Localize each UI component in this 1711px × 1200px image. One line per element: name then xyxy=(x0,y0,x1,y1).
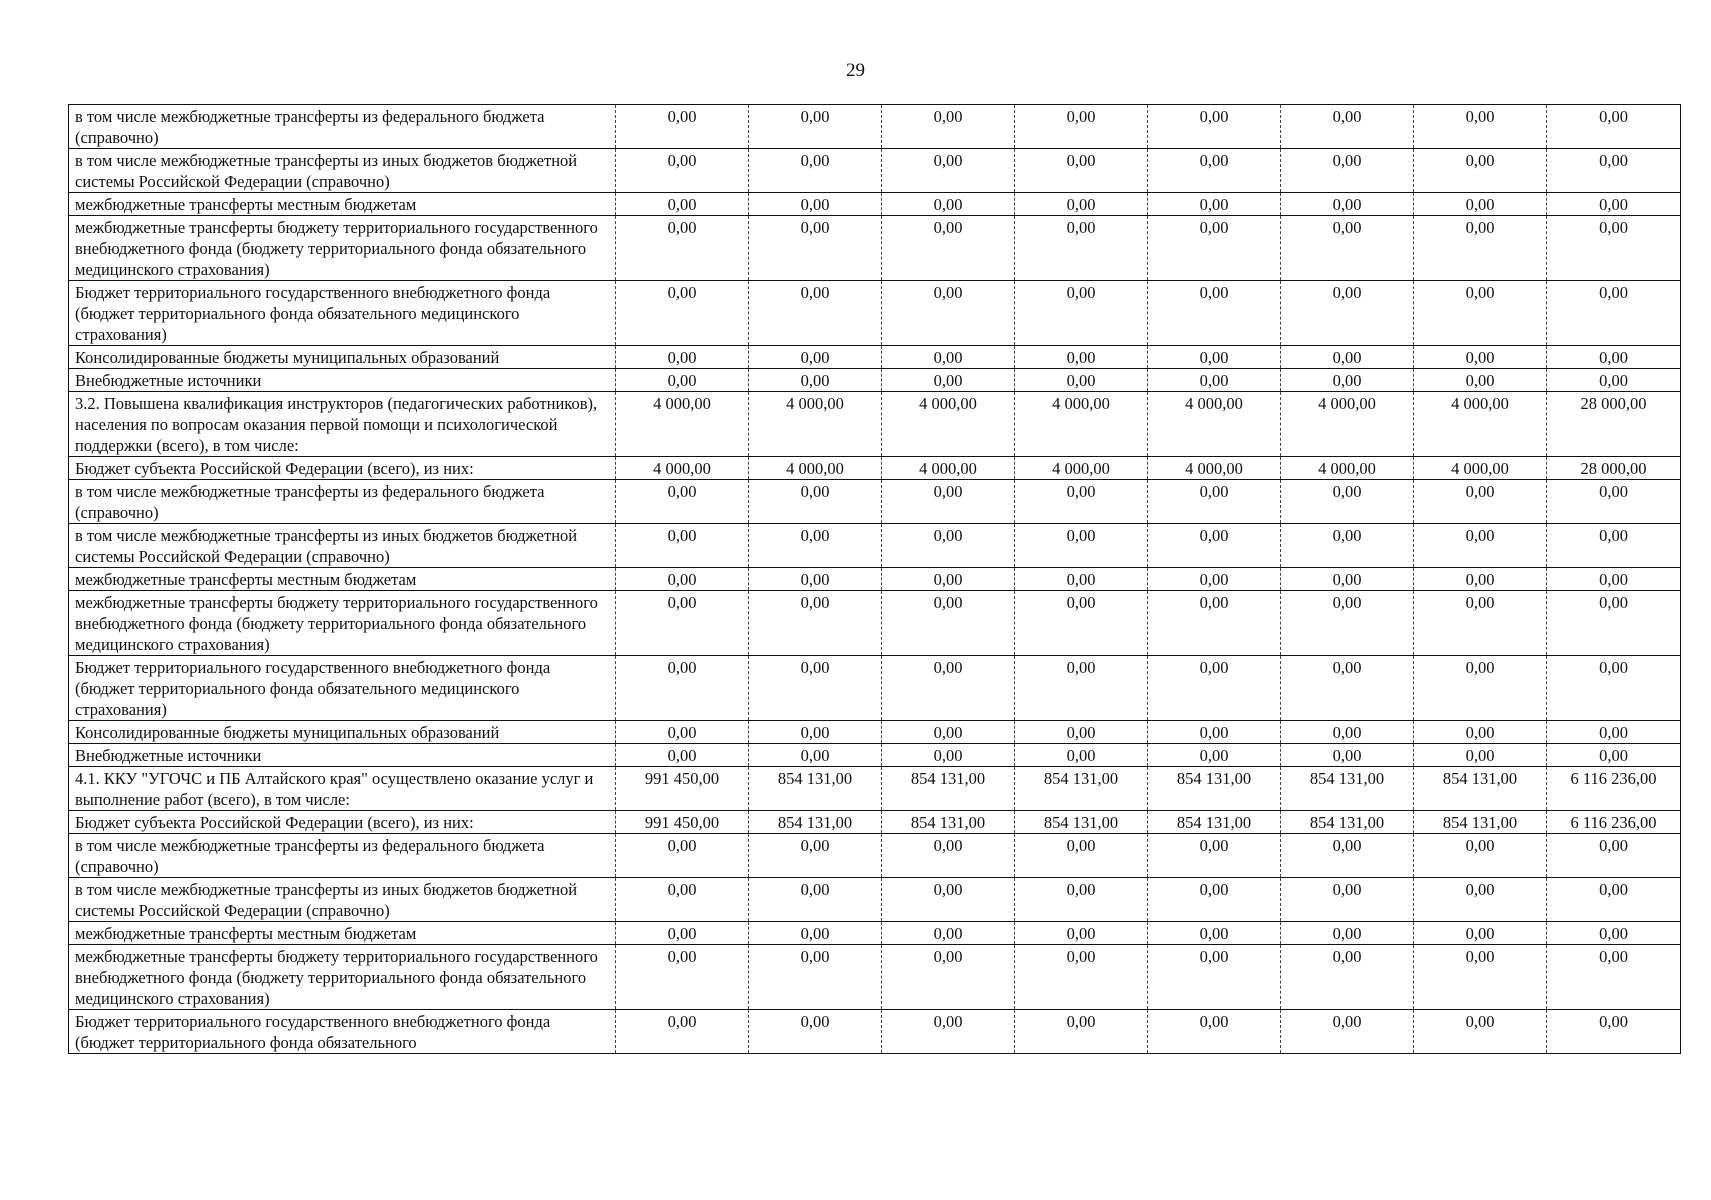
table-row xyxy=(69,480,1681,524)
row-value-cell: 0,00 xyxy=(1015,480,1148,524)
row-value-cell: 0,00 xyxy=(1148,193,1281,216)
row-value-cell: 0,00 xyxy=(1015,656,1148,721)
row-value-cell: 0,00 xyxy=(1015,524,1148,568)
row-value-cell: 0,00 xyxy=(1281,524,1414,568)
row-value-cell: 0,00 xyxy=(1281,281,1414,346)
table-row xyxy=(69,591,1681,656)
table-row xyxy=(69,346,1681,369)
page-number: 29 xyxy=(846,60,865,81)
row-value-cell: 0,00 xyxy=(749,922,882,945)
row-value-cell: 0,00 xyxy=(1015,216,1148,281)
row-value-cell: 0,00 xyxy=(1015,369,1148,392)
row-label: Бюджет территориального государственного внебюджетного фонда (бюджет территориального фонда обязательного xyxy=(69,1010,616,1054)
row-value-cell: 4 000,00 xyxy=(1015,457,1148,480)
row-value-cell: 0,00 xyxy=(882,524,1015,568)
row-label: в том числе межбюджетные трансферты из федерального бюджета (справочно) xyxy=(69,480,616,524)
row-value-cell: 0,00 xyxy=(1414,369,1547,392)
row-label: межбюджетные трансферты местным бюджетам xyxy=(69,922,616,945)
row-value-cell: 0,00 xyxy=(1281,945,1414,1010)
row-value-cell: 0,00 xyxy=(882,656,1015,721)
row-value-cell: 0,00 xyxy=(616,149,749,193)
row-value-cell: 0,00 xyxy=(749,369,882,392)
row-value-cell: 0,00 xyxy=(1281,834,1414,878)
row-value-cell: 0,00 xyxy=(1414,744,1547,767)
row-value-cell: 0,00 xyxy=(882,1010,1015,1054)
row-total-cell: 0,00 xyxy=(1547,149,1681,193)
row-value-cell: 0,00 xyxy=(1414,568,1547,591)
row-value-cell: 0,00 xyxy=(616,721,749,744)
row-value-cell: 4 000,00 xyxy=(882,392,1015,457)
row-label: Консолидированные бюджеты муниципальных образований xyxy=(69,346,616,369)
row-value-cell: 0,00 xyxy=(1281,193,1414,216)
row-value-cell: 4 000,00 xyxy=(616,392,749,457)
row-value-cell: 0,00 xyxy=(882,568,1015,591)
row-value-cell: 0,00 xyxy=(1148,105,1281,149)
row-value-cell: 4 000,00 xyxy=(882,457,1015,480)
row-value-cell: 0,00 xyxy=(1414,193,1547,216)
row-value-cell: 0,00 xyxy=(1414,721,1547,744)
row-value-cell: 0,00 xyxy=(616,834,749,878)
row-total-cell: 28 000,00 xyxy=(1547,392,1681,457)
row-value-cell: 0,00 xyxy=(1015,281,1148,346)
row-value-cell: 0,00 xyxy=(749,1010,882,1054)
row-value-cell: 0,00 xyxy=(749,744,882,767)
row-value-cell: 0,00 xyxy=(1015,568,1148,591)
row-value-cell: 4 000,00 xyxy=(749,392,882,457)
table-row xyxy=(69,878,1681,922)
row-value-cell: 0,00 xyxy=(1015,193,1148,216)
row-label: в том числе межбюджетные трансферты из федерального бюджета (справочно) xyxy=(69,834,616,878)
row-total-cell: 0,00 xyxy=(1547,1010,1681,1054)
row-total-cell: 0,00 xyxy=(1547,193,1681,216)
row-value-cell: 0,00 xyxy=(1015,922,1148,945)
row-label: межбюджетные трансферты местным бюджетам xyxy=(69,193,616,216)
row-value-cell: 0,00 xyxy=(1148,744,1281,767)
row-value-cell: 0,00 xyxy=(749,149,882,193)
row-value-cell: 0,00 xyxy=(1015,834,1148,878)
table-row xyxy=(69,568,1681,591)
row-value-cell: 0,00 xyxy=(1148,878,1281,922)
row-value-cell: 0,00 xyxy=(1148,480,1281,524)
row-label: 3.2. Повышена квалификация инструкторов (педагогических работников), населения по вопросам оказания первой помощи и психологической поддержки (всего), в том числе: xyxy=(69,392,616,457)
row-value-cell: 0,00 xyxy=(749,281,882,346)
table-row xyxy=(69,721,1681,744)
row-value-cell: 0,00 xyxy=(616,105,749,149)
row-value-cell: 0,00 xyxy=(1148,945,1281,1010)
row-value-cell: 0,00 xyxy=(616,346,749,369)
row-value-cell: 0,00 xyxy=(1148,346,1281,369)
row-value-cell: 0,00 xyxy=(882,591,1015,656)
row-value-cell: 0,00 xyxy=(749,193,882,216)
row-value-cell: 0,00 xyxy=(1414,281,1547,346)
row-value-cell: 0,00 xyxy=(1015,744,1148,767)
row-value-cell: 0,00 xyxy=(616,281,749,346)
row-value-cell: 0,00 xyxy=(616,656,749,721)
row-value-cell: 0,00 xyxy=(1148,281,1281,346)
row-total-cell: 0,00 xyxy=(1547,721,1681,744)
row-total-cell: 0,00 xyxy=(1547,369,1681,392)
table-row xyxy=(69,149,1681,193)
row-value-cell: 0,00 xyxy=(1015,1010,1148,1054)
table-row xyxy=(69,1010,1681,1054)
row-value-cell: 0,00 xyxy=(1148,922,1281,945)
row-total-cell: 0,00 xyxy=(1547,878,1681,922)
row-value-cell: 0,00 xyxy=(1414,346,1547,369)
row-label: межбюджетные трансферты бюджету территориального государственного внебюджетного фонда (бюджету территориального фонда обязательного медицинского страхования) xyxy=(69,216,616,281)
row-value-cell: 0,00 xyxy=(616,922,749,945)
row-value-cell: 0,00 xyxy=(1281,568,1414,591)
budget-table xyxy=(68,104,1681,1054)
row-value-cell: 0,00 xyxy=(1148,568,1281,591)
row-value-cell: 0,00 xyxy=(1414,878,1547,922)
row-value-cell: 0,00 xyxy=(1148,216,1281,281)
row-value-cell: 0,00 xyxy=(1015,346,1148,369)
row-total-cell: 0,00 xyxy=(1547,346,1681,369)
row-value-cell: 0,00 xyxy=(749,480,882,524)
row-value-cell: 854 131,00 xyxy=(1414,767,1547,811)
row-value-cell: 0,00 xyxy=(1015,945,1148,1010)
row-value-cell: 0,00 xyxy=(1148,591,1281,656)
row-value-cell: 0,00 xyxy=(882,105,1015,149)
row-value-cell: 0,00 xyxy=(1015,105,1148,149)
row-value-cell: 0,00 xyxy=(749,945,882,1010)
row-value-cell: 0,00 xyxy=(749,721,882,744)
row-value-cell: 0,00 xyxy=(882,480,1015,524)
table-row xyxy=(69,744,1681,767)
row-value-cell: 0,00 xyxy=(1148,369,1281,392)
row-value-cell: 4 000,00 xyxy=(1148,392,1281,457)
row-value-cell: 0,00 xyxy=(1281,105,1414,149)
row-total-cell: 6 116 236,00 xyxy=(1547,811,1681,834)
row-value-cell: 0,00 xyxy=(1148,524,1281,568)
row-label: Бюджет субъекта Российской Федерации (всего), из них: xyxy=(69,457,616,480)
row-label: 4.1. ККУ "УГОЧС и ПБ Алтайского края" осуществлено оказание услуг и выполнение работ (всего), в том числе: xyxy=(69,767,616,811)
row-value-cell: 0,00 xyxy=(616,945,749,1010)
row-value-cell: 0,00 xyxy=(882,945,1015,1010)
row-value-cell: 0,00 xyxy=(1414,480,1547,524)
row-total-cell: 0,00 xyxy=(1547,568,1681,591)
table-row xyxy=(69,216,1681,281)
row-value-cell: 854 131,00 xyxy=(1281,811,1414,834)
row-value-cell: 0,00 xyxy=(1015,721,1148,744)
row-value-cell: 0,00 xyxy=(749,216,882,281)
row-total-cell: 0,00 xyxy=(1547,922,1681,945)
row-label: межбюджетные трансферты бюджету территориального государственного внебюджетного фонда (бюджету территориального фонда обязательного медицинского страхования) xyxy=(69,945,616,1010)
row-value-cell: 0,00 xyxy=(1281,480,1414,524)
row-value-cell: 0,00 xyxy=(882,369,1015,392)
row-total-cell: 6 116 236,00 xyxy=(1547,767,1681,811)
row-total-cell: 0,00 xyxy=(1547,591,1681,656)
row-value-cell: 0,00 xyxy=(882,346,1015,369)
row-value-cell: 0,00 xyxy=(1281,656,1414,721)
row-value-cell: 0,00 xyxy=(882,216,1015,281)
row-label: в том числе межбюджетные трансферты из федерального бюджета (справочно) xyxy=(69,105,616,149)
row-label: в том числе межбюджетные трансферты из иных бюджетов бюджетной системы Российской Федерации (справочно) xyxy=(69,878,616,922)
row-value-cell: 0,00 xyxy=(616,369,749,392)
row-value-cell: 0,00 xyxy=(1414,656,1547,721)
table-row xyxy=(69,105,1681,149)
row-value-cell: 0,00 xyxy=(1281,216,1414,281)
row-value-cell: 854 131,00 xyxy=(1015,767,1148,811)
row-total-cell: 0,00 xyxy=(1547,656,1681,721)
row-value-cell: 854 131,00 xyxy=(882,767,1015,811)
row-value-cell: 0,00 xyxy=(749,591,882,656)
row-value-cell: 0,00 xyxy=(616,744,749,767)
row-value-cell: 991 450,00 xyxy=(616,767,749,811)
row-value-cell: 0,00 xyxy=(1281,878,1414,922)
row-value-cell: 0,00 xyxy=(749,568,882,591)
row-value-cell: 0,00 xyxy=(1281,922,1414,945)
row-value-cell: 0,00 xyxy=(616,193,749,216)
row-value-cell: 0,00 xyxy=(749,878,882,922)
row-value-cell: 0,00 xyxy=(1414,149,1547,193)
row-total-cell: 0,00 xyxy=(1547,216,1681,281)
row-label: Бюджет территориального государственного внебюджетного фонда (бюджет территориального фонда обязательного медицинского страхования) xyxy=(69,281,616,346)
row-value-cell: 0,00 xyxy=(882,922,1015,945)
row-total-cell: 0,00 xyxy=(1547,524,1681,568)
table-row xyxy=(69,945,1681,1010)
row-value-cell: 0,00 xyxy=(1414,834,1547,878)
row-label: Внебюджетные источники xyxy=(69,369,616,392)
row-value-cell: 4 000,00 xyxy=(1414,457,1547,480)
row-value-cell: 4 000,00 xyxy=(1414,392,1547,457)
row-value-cell: 991 450,00 xyxy=(616,811,749,834)
row-value-cell: 0,00 xyxy=(616,878,749,922)
row-value-cell: 0,00 xyxy=(1414,524,1547,568)
row-value-cell: 0,00 xyxy=(1148,1010,1281,1054)
row-value-cell: 854 131,00 xyxy=(749,767,882,811)
row-value-cell: 0,00 xyxy=(1414,105,1547,149)
row-label: межбюджетные трансферты местным бюджетам xyxy=(69,568,616,591)
table-row xyxy=(69,457,1681,480)
row-value-cell: 0,00 xyxy=(1281,346,1414,369)
row-value-cell: 4 000,00 xyxy=(1281,392,1414,457)
table-row xyxy=(69,767,1681,811)
row-value-cell: 0,00 xyxy=(1148,834,1281,878)
row-value-cell: 4 000,00 xyxy=(616,457,749,480)
table-row xyxy=(69,656,1681,721)
row-value-cell: 0,00 xyxy=(749,105,882,149)
row-value-cell: 4 000,00 xyxy=(1281,457,1414,480)
row-value-cell: 0,00 xyxy=(1148,149,1281,193)
row-value-cell: 0,00 xyxy=(1015,149,1148,193)
row-value-cell: 0,00 xyxy=(749,524,882,568)
row-value-cell: 4 000,00 xyxy=(1015,392,1148,457)
row-value-cell: 0,00 xyxy=(1148,656,1281,721)
row-value-cell: 0,00 xyxy=(882,834,1015,878)
row-value-cell: 0,00 xyxy=(882,193,1015,216)
row-value-cell: 854 131,00 xyxy=(1281,767,1414,811)
row-value-cell: 0,00 xyxy=(749,834,882,878)
row-value-cell: 0,00 xyxy=(616,480,749,524)
table-row xyxy=(69,369,1681,392)
row-label: межбюджетные трансферты бюджету территориального государственного внебюджетного фонда (бюджету территориального фонда обязательного медицинского страхования) xyxy=(69,591,616,656)
row-value-cell: 0,00 xyxy=(616,591,749,656)
row-value-cell: 854 131,00 xyxy=(1414,811,1547,834)
row-total-cell: 0,00 xyxy=(1547,945,1681,1010)
row-value-cell: 0,00 xyxy=(749,346,882,369)
row-value-cell: 0,00 xyxy=(749,656,882,721)
row-total-cell: 0,00 xyxy=(1547,744,1681,767)
row-value-cell: 854 131,00 xyxy=(749,811,882,834)
row-value-cell: 0,00 xyxy=(1015,878,1148,922)
row-value-cell: 0,00 xyxy=(1414,216,1547,281)
row-value-cell: 0,00 xyxy=(1281,721,1414,744)
row-value-cell: 0,00 xyxy=(616,1010,749,1054)
row-value-cell: 854 131,00 xyxy=(882,811,1015,834)
row-total-cell: 0,00 xyxy=(1547,834,1681,878)
row-value-cell: 0,00 xyxy=(616,568,749,591)
row-value-cell: 4 000,00 xyxy=(749,457,882,480)
row-value-cell: 4 000,00 xyxy=(1148,457,1281,480)
row-value-cell: 0,00 xyxy=(1148,721,1281,744)
row-value-cell: 0,00 xyxy=(1281,1010,1414,1054)
row-value-cell: 854 131,00 xyxy=(1148,811,1281,834)
table-row xyxy=(69,524,1681,568)
row-value-cell: 0,00 xyxy=(882,744,1015,767)
table-row xyxy=(69,392,1681,457)
row-label: Внебюджетные источники xyxy=(69,744,616,767)
row-value-cell: 0,00 xyxy=(1281,369,1414,392)
table-body xyxy=(69,105,1681,1054)
row-value-cell: 0,00 xyxy=(882,149,1015,193)
row-label: Консолидированные бюджеты муниципальных образований xyxy=(69,721,616,744)
row-value-cell: 0,00 xyxy=(1414,945,1547,1010)
row-value-cell: 0,00 xyxy=(1414,922,1547,945)
row-value-cell: 854 131,00 xyxy=(1148,767,1281,811)
table-row xyxy=(69,922,1681,945)
row-value-cell: 0,00 xyxy=(1015,591,1148,656)
row-value-cell: 0,00 xyxy=(882,721,1015,744)
row-total-cell: 28 000,00 xyxy=(1547,457,1681,480)
row-value-cell: 854 131,00 xyxy=(1015,811,1148,834)
row-value-cell: 0,00 xyxy=(616,524,749,568)
table-row xyxy=(69,834,1681,878)
row-label: в том числе межбюджетные трансферты из иных бюджетов бюджетной системы Российской Федерации (справочно) xyxy=(69,149,616,193)
row-label: Бюджет территориального государственного внебюджетного фонда (бюджет территориального фонда обязательного медицинского страхования) xyxy=(69,656,616,721)
row-total-cell: 0,00 xyxy=(1547,105,1681,149)
table-row xyxy=(69,281,1681,346)
row-value-cell: 0,00 xyxy=(1281,744,1414,767)
row-value-cell: 0,00 xyxy=(1281,591,1414,656)
row-value-cell: 0,00 xyxy=(882,281,1015,346)
row-value-cell: 0,00 xyxy=(882,878,1015,922)
row-value-cell: 0,00 xyxy=(1281,149,1414,193)
row-value-cell: 0,00 xyxy=(1414,591,1547,656)
row-value-cell: 0,00 xyxy=(616,216,749,281)
row-total-cell: 0,00 xyxy=(1547,281,1681,346)
row-label: в том числе межбюджетные трансферты из иных бюджетов бюджетной системы Российской Федерации (справочно) xyxy=(69,524,616,568)
row-total-cell: 0,00 xyxy=(1547,480,1681,524)
table-row xyxy=(69,193,1681,216)
row-value-cell: 0,00 xyxy=(1414,1010,1547,1054)
row-label: Бюджет субъекта Российской Федерации (всего), из них: xyxy=(69,811,616,834)
table-row xyxy=(69,811,1681,834)
